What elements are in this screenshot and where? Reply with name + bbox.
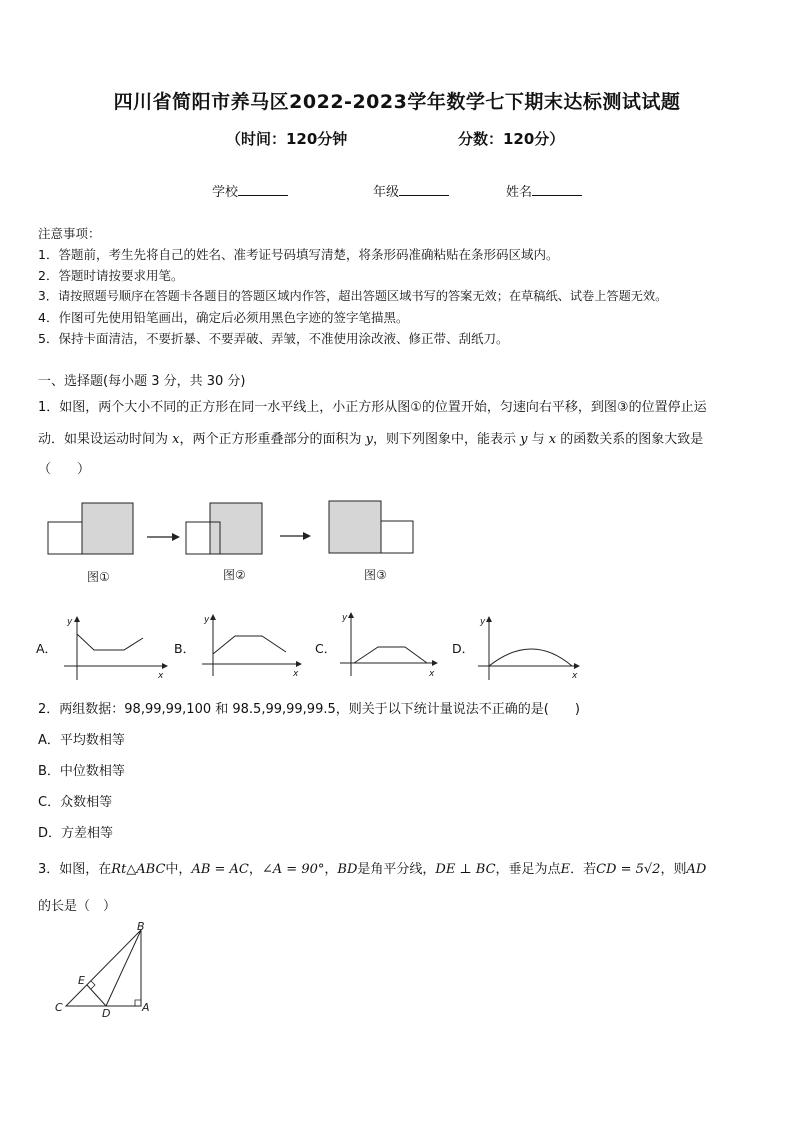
- name-label: 姓名: [506, 185, 533, 200]
- bisector-bd: [106, 930, 141, 1006]
- q1-text: ，则下列图象中，能表示: [372, 432, 521, 447]
- q1-text: ，两个正方形重叠部分的面积为: [179, 432, 366, 447]
- var-x: x: [548, 432, 557, 447]
- q3-text: ，: [248, 862, 262, 877]
- axis-arrow-icon: [74, 616, 80, 622]
- label-a: A: [142, 1001, 150, 1014]
- large-square: [210, 503, 262, 554]
- exam-time: （时间：120分钟: [226, 130, 348, 148]
- notice-item: 4．作图可先使用铅笔画出，确定后必须用黑色字迹的签字笔描黑。: [38, 310, 409, 325]
- var-y: y: [520, 432, 528, 447]
- q3-text: ，: [324, 862, 338, 877]
- q3-math: AD: [686, 862, 707, 877]
- right-angle-a-icon: [135, 1000, 141, 1006]
- page-title: 四川省简阳市养马区2022-2023学年数学七下期末达标测试试题: [113, 91, 681, 113]
- axis-arrow-icon: [296, 661, 302, 667]
- notice-item: 5．保持卡面清洁，不要折暴、不要弄破、弄皱，不准使用涂改液、修正带、刮纸刀。: [38, 331, 509, 346]
- school-field: [212, 181, 288, 200]
- graph-c-curve: [354, 647, 427, 663]
- y-axis-label: y: [480, 617, 486, 627]
- q3-text: 是角平分线，: [357, 862, 436, 877]
- q2-option-b: B．中位数相等: [38, 764, 125, 779]
- arrow-head-icon: [172, 533, 180, 541]
- y-axis-label: y: [342, 613, 348, 623]
- graph-a-curve: [77, 634, 143, 650]
- x-axis-label: x: [572, 671, 578, 681]
- q3-text: ，垂足为点: [495, 862, 561, 877]
- q1-text: 动．如果设运动时间为: [38, 432, 173, 447]
- arrow-head-icon: [303, 532, 311, 540]
- graph-b-curve: [213, 636, 286, 654]
- q1-line2: [38, 428, 703, 447]
- q3-math: Rt△ABC: [111, 862, 166, 877]
- fig2-caption: 图②: [223, 568, 246, 582]
- axis-arrow-icon: [348, 612, 354, 618]
- notice-heading: 注意事项：: [38, 226, 101, 241]
- x-axis-label: x: [429, 669, 435, 679]
- q3-text: ．若: [570, 862, 597, 877]
- exam-score: 分数：120分）: [458, 130, 565, 148]
- notice-item: 2．答题时请按要求用笔。: [38, 268, 184, 283]
- option-d-label: D．: [452, 641, 475, 656]
- q1-answer-bracket: （ ）: [38, 462, 91, 477]
- label-e: E: [78, 974, 85, 987]
- y-axis-label: y: [67, 617, 73, 627]
- axis-arrow-icon: [162, 663, 168, 669]
- q3-math: ∠A = 90°: [261, 862, 325, 877]
- q1-option-graphs: [34, 610, 594, 688]
- q2-stem: 2．两组数据：98,99,99,100 和 98.5,99,99,99.5，则关于以下统计量说法不正确的是( ): [38, 702, 580, 717]
- right-angle-e-icon: [91, 981, 95, 989]
- y-axis-label: y: [204, 615, 210, 625]
- large-square: [82, 503, 133, 554]
- q2-option-a: A．平均数相等: [38, 733, 125, 748]
- axis-arrow-icon: [486, 616, 492, 622]
- var-x: x: [172, 432, 180, 447]
- grade-blank[interactable]: [399, 183, 449, 196]
- large-square: [329, 501, 381, 553]
- q1-text: 与: [527, 432, 549, 447]
- notice-item: 1．答题前，考生先将自己的姓名、准考证号码填写清楚，将条形码准确粘贴在条形码区域内。: [38, 247, 559, 262]
- q1-line1: 1．如图，两个大小不同的正方形在同一水平线上，小正方形从图①的位置开始，匀速向右平移，到图③的位置停止运: [38, 400, 707, 415]
- x-axis-label: x: [293, 669, 299, 679]
- q3-text: ，则: [660, 862, 687, 877]
- triangle-abc: [66, 930, 141, 1006]
- label-c: C: [55, 1001, 63, 1014]
- name-blank[interactable]: [532, 183, 582, 196]
- q2-option-d: D．方差相等: [38, 826, 114, 841]
- grade-field: [373, 181, 449, 200]
- option-c-label: C．: [315, 641, 337, 656]
- option-a-label: A．: [36, 641, 58, 656]
- fig3-caption: 图③: [364, 568, 387, 582]
- q1-text: 的函数关系的图象大致是: [556, 432, 704, 447]
- x-axis-label: x: [158, 671, 164, 681]
- axis-arrow-icon: [574, 663, 580, 669]
- small-square: [381, 521, 413, 553]
- q3-triangle-figure: [50, 918, 160, 1018]
- option-b-label: B．: [174, 641, 196, 656]
- axis-arrow-icon: [432, 660, 438, 666]
- q3-text: 中，: [165, 862, 192, 877]
- q3-line2: 的长是（ ）: [38, 899, 117, 914]
- q3-math: BD: [337, 862, 358, 877]
- section-heading: 一、选择题(每小题 3 分，共 30 分): [38, 374, 246, 389]
- var-y: y: [365, 432, 373, 447]
- perpendicular-de: [87, 985, 106, 1006]
- school-blank[interactable]: [238, 183, 288, 196]
- q3-text: 3．如图，在: [38, 862, 112, 877]
- label-d: D: [102, 1007, 111, 1018]
- q3-math: AB = AC: [191, 862, 249, 877]
- q3-math: E: [560, 862, 571, 877]
- fig1-caption: 图①: [87, 570, 110, 584]
- q3-stem: [38, 858, 706, 877]
- q3-math: CD = 5√2: [596, 862, 661, 877]
- q3-math: DE ⊥ BC: [435, 862, 496, 877]
- graph-d-curve: [489, 649, 572, 666]
- label-b: B: [137, 920, 145, 933]
- small-square: [48, 522, 82, 554]
- notice-item: 3．请按照题号顺序在答题卡各题目的答题区域内作答，超出答题区域书写的答案无效；在草稿纸、试卷上答题无效。: [38, 289, 668, 303]
- q2-option-c: C．众数相等: [38, 795, 113, 810]
- axis-arrow-icon: [210, 614, 216, 620]
- school-label: 学校: [212, 185, 239, 200]
- q1-square-figures: [40, 495, 430, 590]
- name-field: [506, 181, 582, 200]
- grade-label: 年级: [373, 185, 400, 200]
